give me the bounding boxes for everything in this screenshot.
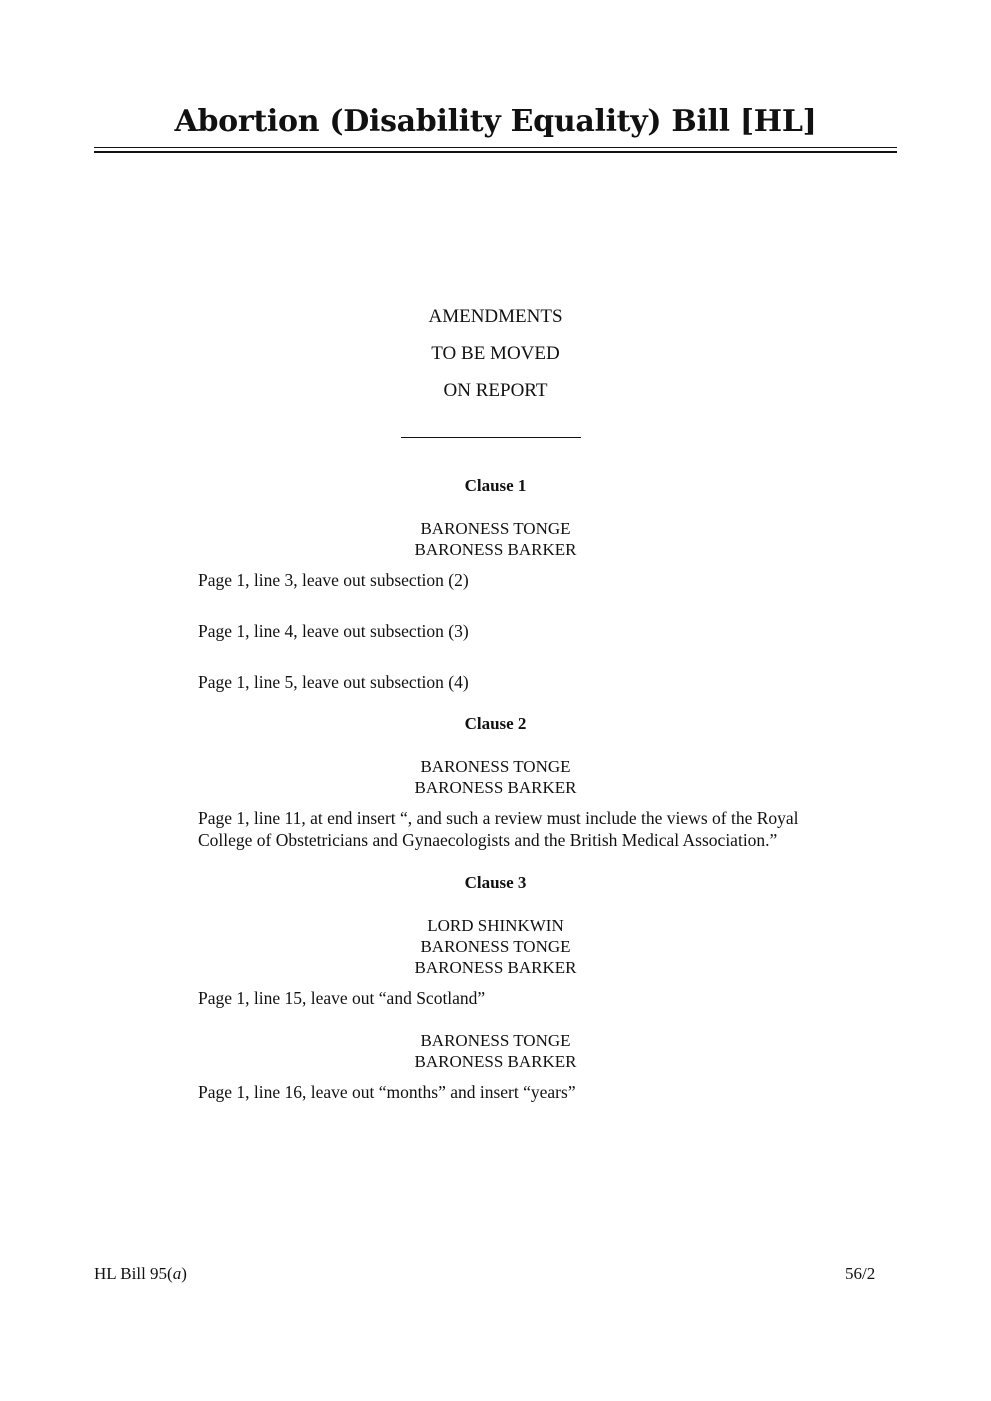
- page-reference: 56/2: [845, 1264, 876, 1283]
- clause-3-heading: Clause 3: [464, 873, 527, 892]
- clause-2-sponsor: BARONESS BARKER: [414, 778, 577, 797]
- amendment-text-line-1: Page 1, line 11, at end insert “, and such a review must include the views of the Royal: [198, 808, 799, 828]
- clause-1-sponsor: BARONESS BARKER: [414, 540, 577, 559]
- bill-reference: HL Bill 95(a): [94, 1264, 187, 1283]
- clause-3-sponsor: LORD SHINKWIN: [427, 916, 564, 935]
- section-divider: [401, 437, 581, 438]
- amendment-text-line-2: College of Obstetricians and Gynaecologists and the British Medical Association.”: [198, 830, 778, 850]
- clause-2-heading: Clause 2: [464, 714, 527, 733]
- clause-3-sponsor: BARONESS BARKER: [414, 958, 577, 977]
- title-rule-thick: [94, 151, 897, 153]
- clause-1-heading: Clause 1: [464, 476, 527, 495]
- clause-2-sponsor: BARONESS TONGE: [420, 757, 571, 776]
- amendment-text: Page 1, line 16, leave out “months” and insert “years”: [198, 1082, 576, 1102]
- intro-line-3: ON REPORT: [443, 380, 548, 401]
- clause-1-sponsor: BARONESS TONGE: [420, 519, 571, 538]
- amendment-text: Page 1, line 3, leave out subsection (2): [198, 570, 469, 590]
- title-rule-thin: [94, 147, 897, 148]
- intro-line-2: TO BE MOVED: [431, 343, 560, 364]
- clause-3-sponsor: BARONESS BARKER: [414, 1052, 577, 1071]
- clause-3-sponsor: BARONESS TONGE: [420, 1031, 571, 1050]
- clause-3-sponsor: BARONESS TONGE: [420, 937, 571, 956]
- amendment-text: Page 1, line 15, leave out “and Scotland”: [198, 988, 486, 1008]
- amendment-text: Page 1, line 5, leave out subsection (4): [198, 672, 469, 692]
- amendment-text: Page 1, line 4, leave out subsection (3): [198, 621, 469, 641]
- intro-line-1: AMENDMENTS: [428, 306, 563, 327]
- bill-title: Abortion (Disability Equality) Bill [HL]: [174, 104, 817, 139]
